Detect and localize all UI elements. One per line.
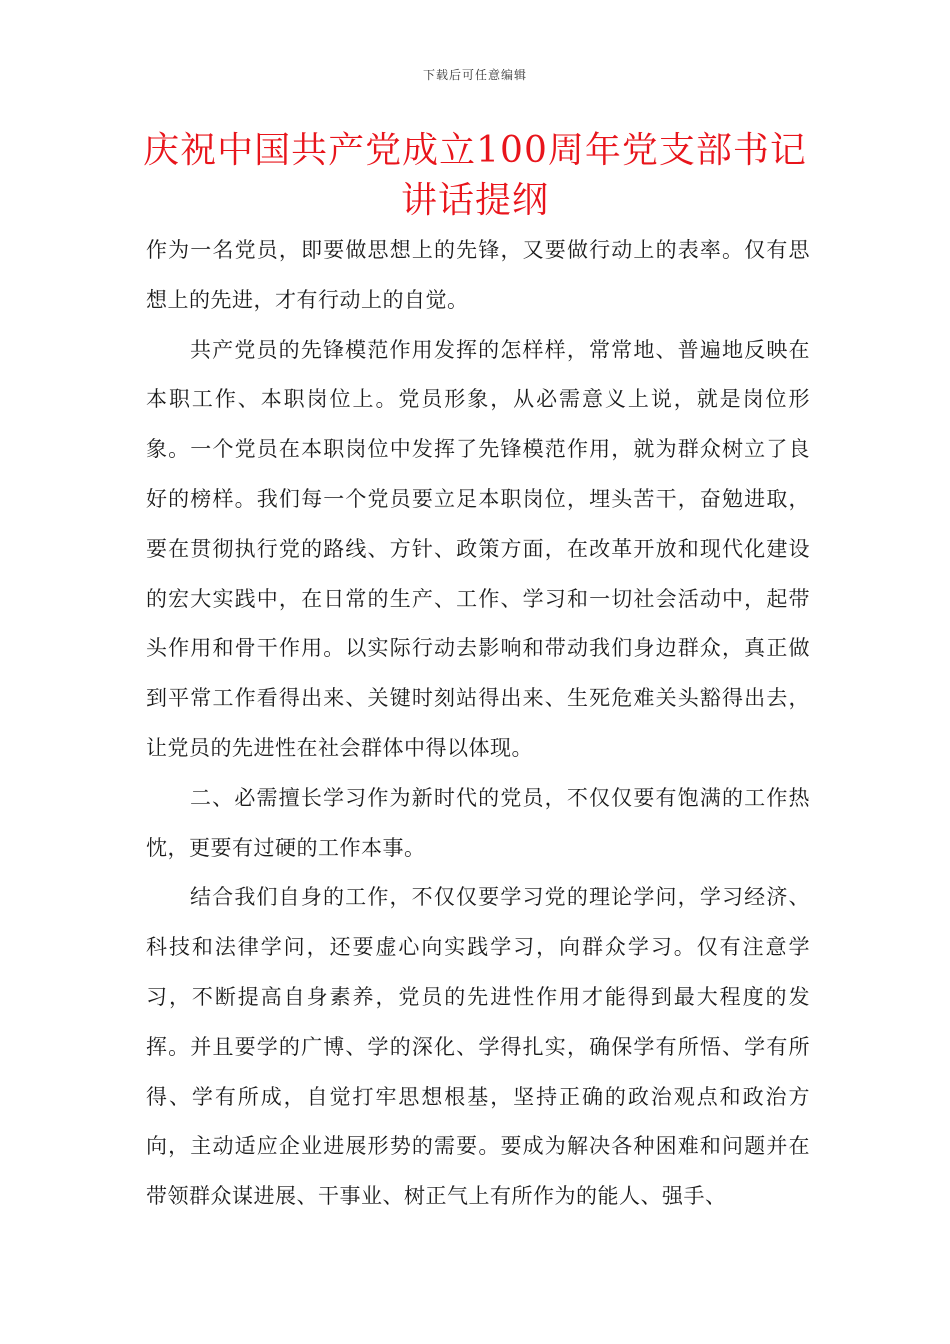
title-line-2: 讲话提纲 [400, 180, 549, 221]
paragraph-3: 二、必需擅长学习作为新时代的党员，不仅仅要有饱满的工作热忱，更要有过硬的工作本事。 [146, 785, 810, 860]
paragraph-4: 结合我们自身的工作，不仅仅要学习党的理论学问，学习经济、科技和法律学问，还要虚心向实践学习，向群众学习。仅有注意学习，不断提高自身素养，党员的先进性作用才能得到最大程度的发挥。并且要学的广博、学的深化、学得扎实，确保学有所悟、学有所得、学有所成，自觉打牢思想根基，坚持正确的政治观点和政治方向，主动适应企业进展形势的需要。要成为解决各种困难和问题并在带领群众谋进展、干事业、树正气上有所作为的能人、强手、 [146, 885, 810, 1209]
title-line-1: 庆祝中国共产党成立100周年党支部书记 [143, 130, 807, 171]
paragraph-2: 共产党员的先锋模范作用发挥的怎样样，常常地、普遍地反映在本职工作、本职岗位上。党员形象，从必需意义上说，就是岗位形象。一个党员在本职岗位中发挥了先锋模范作用，就为群众树立了良好的榜样。我们每一个党员要立足本职岗位，埋头苦干，奋勉进取，要在贯彻执行党的路线、方针、政策方面，在改革开放和现代化建设的宏大实践中，在日常的生产、工作、学习和一切社会活动中，起带头作用和骨干作用。以实际行动去影响和带动我们身边群众，真正做到平常工作看得出来、关键时刻站得出来、生死危难关头豁得出去，让党员的先进性在社会群体中得以体现。 [146, 337, 810, 760]
header-note: 下载后可任意编辑 [422, 68, 527, 82]
document-title [120, 126, 830, 226]
document-body [146, 226, 810, 1222]
paragraph-1: 作为一名党员，即要做思想上的先锋，又要做行动上的表率。仅有思想上的先进，才有行动上的自觉。 [146, 238, 810, 312]
